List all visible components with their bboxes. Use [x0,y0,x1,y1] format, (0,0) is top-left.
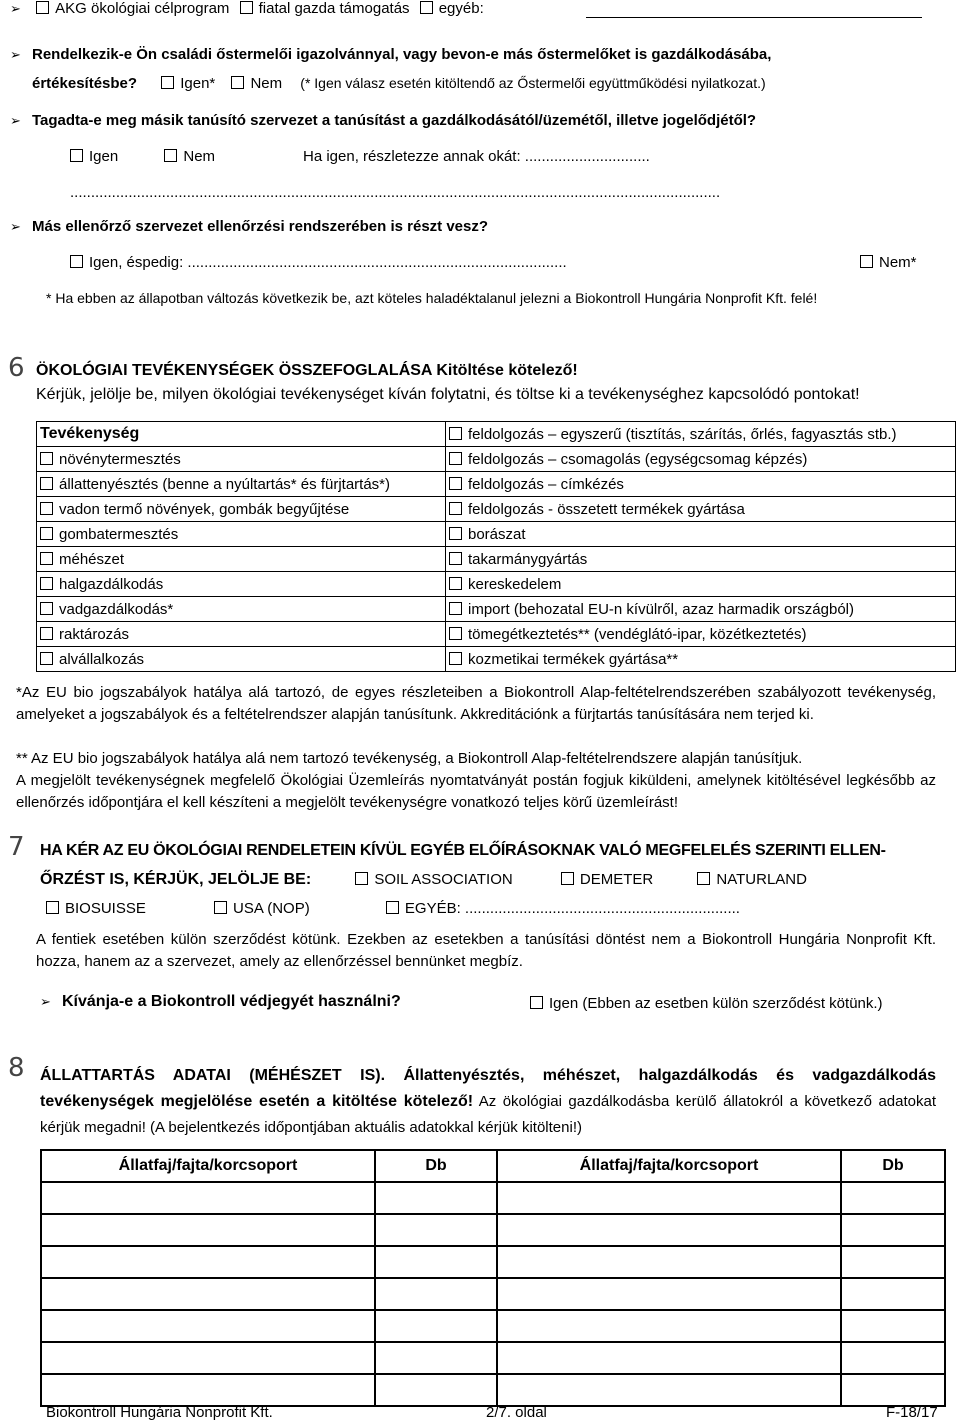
animal-cell[interactable] [841,1342,945,1374]
contract-note: A fentiek esetében külön szerződést kötünk. Ezekben az esetekben a tanúsítási döntést nem a Biokontroll Hungária Nonprofit Kft. hozza, hanem az a szervezet, amely az ellenőrzéssel bennünket megbíz. [36,931,936,970]
mas-igen-row [70,254,670,271]
animal-cell[interactable] [375,1342,497,1374]
animal-cell[interactable] [41,1214,375,1246]
q-ostermelo-line2 [32,75,766,92]
animal-cell[interactable] [375,1374,497,1406]
activity-right-0[interactable]: feldolgozás – egyszerű (tisztítás, szárítás, őrlés, fagyasztás stb.) [446,422,956,447]
section-7-options-row2 [46,900,740,917]
activity-left-5[interactable]: halgazdálkodás [37,572,446,597]
igen-espedig-field[interactable]: Igen, éspedig: ........................................................................................... [89,254,567,271]
activity-header: Tevékenység [37,422,446,447]
tagadta-answers [70,148,215,165]
egyeb-fill-line[interactable] [586,17,922,18]
nem-label: Nem [250,75,283,92]
section-7-title-line2: ŐRZÉST IS, KÉRJÜK, JELÖLJE BE: [40,871,312,888]
activity-right-7[interactable]: import (behozatal EU-n kívülről, azaz harmadik országból) [446,597,956,622]
animal-cell[interactable] [497,1182,841,1214]
animal-cell[interactable] [497,1310,841,1342]
activity-right-8[interactable]: tömegétkeztetés** (vendéglátó-ipar, közétkeztetés) [446,622,956,647]
animal-cell[interactable] [497,1246,841,1278]
section-6-number: 6 [8,353,25,383]
arrow-bullet-icon: ➢ [10,219,21,234]
demeter-label: DEMETER [579,871,654,888]
ostermelo-note: (* Igen válasz esetén kitöltendő az Őstermelői együttműködési nyilatkozat.) [300,75,766,91]
animal-cell[interactable] [41,1342,375,1374]
animal-col-species-1: Állatfaj/fajta/korcsoport [41,1150,375,1182]
footer-company: Biokontroll Hungária Nonprofit Kft. [46,1404,273,1421]
activity-right-3[interactable]: feldolgozás - összetett termékek gyártása [446,497,956,522]
section-8-title: ÁLLATTARTÁS ADATAI (MÉHÉSZET IS). Állattenyésztés, méhészet, halgazdálkodás és vadgazdálkodás tevékenységek megjelölése esetén a kitöltése kötelező! Az ökológiai gazdálkodásba kerülő állatokról a következő adatokat kérjük megadni! (A bejelentkezés időpontjában aktuális adatokkal kérjük kitölteni!) [40,1067,936,1136]
checkbox-fiatal[interactable] [240,1,253,14]
table-row [41,1374,945,1406]
checkbox-tagadta-igen[interactable] [70,149,83,162]
egyeb-label: egyéb: [438,0,484,17]
checkbox-akg[interactable] [36,1,49,14]
animal-cell[interactable] [841,1214,945,1246]
checkbox-ostermelo-igen[interactable] [161,76,174,89]
section-6-title: ÖKOLÓGIAI TEVÉKENYSÉGEK ÖSSZEFOGLALÁSA Kitöltése kötelező! [36,362,578,379]
naturland-label: NATURLAND [716,871,807,888]
checkbox-egyeb-standard[interactable] [386,901,399,914]
vedjegy-igen-label: Igen (Ebben az esetben külön szerződést kötünk.) [549,995,883,1012]
activity-left-7[interactable]: raktározás [37,622,446,647]
checkbox-mas-igen[interactable] [70,255,83,268]
activity-right-6[interactable]: kereskedelem [446,572,956,597]
animal-col-db-2: Db [841,1150,945,1182]
mas-nem-row [860,254,917,271]
checkbox-usa[interactable] [214,901,227,914]
akg-label: AKG ökológiai célprogram [55,0,230,17]
soil-label: SOIL ASSOCIATION [374,871,513,888]
biosuisse-label: BIOSUISSE [65,900,146,917]
top-options-row [10,0,484,17]
table-row [41,1182,945,1214]
fiatal-label: fiatal gazda támogatás [258,0,410,17]
activity-left-4[interactable]: méhészet [37,547,446,572]
animal-cell[interactable] [375,1182,497,1214]
animal-cell[interactable] [841,1278,945,1310]
animal-cell[interactable] [375,1278,497,1310]
section-7-number: 7 [8,832,25,862]
animal-table [40,1149,946,1407]
footer-form-code: F-18/17 [886,1404,938,1421]
animal-cell[interactable] [375,1214,497,1246]
activity-right-4[interactable]: borászat [446,522,956,547]
section-6-intro: Kérjük, jelölje be, milyen ökológiai tevékenységet kíván folytatni, és töltse ki a tevékenységhez kapcsolódó pontokat! [36,386,860,403]
activity-note-3: A megjelölt tevékenységnek megfelelő Ökológiai Üzemleírás nyomtatványát postán fogjuk kiküldeni, amelynek kitöltésével legkésőbb az ellenőrzés időpontjára el kell készíteni a megjelölt tevékenységre vonatkozó teljes körű üzemleírást! [16,772,936,811]
activity-note-2: ** Az EU bio jogszabályok hatálya alá nem tartozó tevékenység, a Biokontroll Alap-feltételrendszere alapján tanúsítjuk. [16,750,803,767]
activity-left-1[interactable]: állattenyésztés (benne a nyúltartás* és fürjtartás*) [37,472,446,497]
activity-right-2[interactable]: feldolgozás – címkézés [446,472,956,497]
arrow-bullet-icon: ➢ [40,994,51,1009]
checkbox-egyeb[interactable] [420,1,433,14]
arrow-bullet-icon: ➢ [10,47,21,62]
checkbox-mas-nem[interactable] [860,255,873,268]
table-row [41,1310,945,1342]
activity-left-0[interactable]: növénytermesztés [37,447,446,472]
footer-page-number: 2/7. oldal [486,1404,547,1421]
igen-star-label: Igen* [180,75,216,92]
animal-cell[interactable] [41,1278,375,1310]
animal-cell[interactable] [41,1182,375,1214]
animal-cell[interactable] [841,1246,945,1278]
animal-cell[interactable] [841,1310,945,1342]
q-ostermelo-line1: ➢ Rendelkezik-e Ön családi őstermelői igazolvánnyal, vagy bevon-e más őstermelőket is gazdálkodásába, [10,46,772,63]
egyeb-standard-field[interactable]: EGYÉB: .................................................................. [404,900,740,917]
animal-col-species-2: Állatfaj/fajta/korcsoport [497,1150,841,1182]
checkbox-tagadta-nem[interactable] [164,149,177,162]
activity-left-6[interactable]: vadgazdálkodás* [37,597,446,622]
animal-cell[interactable] [841,1374,945,1406]
activity-left-8[interactable]: alvállalkozás [37,647,446,672]
q-vedjegy: ➢ Kívánja-e a Biokontroll védjegyét használni? [40,993,401,1010]
checkbox-soil[interactable] [355,872,368,885]
nem-star-label: Nem* [879,254,917,271]
animal-cell[interactable] [497,1214,841,1246]
change-note: * Ha ebben az állapotban változás következik be, azt köteles haladéktalanul jelezni a Biokontroll Hungária Nonprofit Kft. felé! [46,290,818,306]
checkbox-naturland[interactable] [697,872,710,885]
activity-right-5[interactable]: takarmánygyártás [446,547,956,572]
section-8-number: 8 [8,1053,25,1083]
nem-label: Nem [183,148,216,165]
section-7-options-row1 [40,871,807,889]
checkbox-biosuisse[interactable] [46,901,59,914]
animal-cell[interactable] [41,1374,375,1406]
checkbox-ostermelo-nem[interactable] [231,76,244,89]
animal-col-db-1: Db [375,1150,497,1182]
dots-fill-line[interactable]: ............................................................................................................................................................ [70,184,721,201]
animal-cell[interactable] [497,1342,841,1374]
table-row [41,1342,945,1374]
q-tagadta: ➢ Tagadta-e meg másik tanúsító szervezet a tanúsítást a gazdálkodásától/üzemétől, illetve jogelődjétől? [10,112,757,129]
activity-table [36,421,956,672]
animal-cell[interactable] [41,1246,375,1278]
usa-label: USA (NOP) [233,900,310,917]
igen-label: Igen [89,148,119,165]
vedjegy-answer [530,995,883,1012]
q-mas-ellenorzo: ➢ Más ellenőrző szervezet ellenőrzési rendszerében is részt vesz? [10,218,489,235]
animal-cell[interactable] [497,1374,841,1406]
activity-right-1[interactable]: feldolgozás – csomagolás (egységcsomag képzés) [446,447,956,472]
arrow-bullet-icon: ➢ [10,1,21,16]
activity-note-1: *Az EU bio jogszabályok hatálya alá tartozó, de egyes részleteiben a Biokontroll Alap-feltételrendszerében szabályozott tevékenység, amelyeket a jogszabályok és a feltételrendszer alapján tanúsítunk. Akkreditációnk a fürjtartás tanúsítására nem terjed ki. [16,684,936,723]
animal-cell[interactable] [497,1278,841,1310]
animal-cell[interactable] [41,1310,375,1342]
table-row [41,1278,945,1310]
arrow-bullet-icon: ➢ [10,113,21,128]
q-ostermelo-end: értékesítésbe? [32,75,138,92]
animal-cell[interactable] [375,1310,497,1342]
table-row [41,1214,945,1246]
table-row [41,1246,945,1278]
reszletezze-field[interactable]: Ha igen, részletezze annak okát: .............................. [303,148,650,165]
checkbox-vedjegy-igen[interactable] [530,996,543,1009]
animal-cell[interactable] [375,1246,497,1278]
section-7-title-line1: HA KÉR AZ EU ÖKOLÓGIAI RENDELETEIN KÍVÜL EGYÉB ELŐÍRÁSOKNAK VALÓ MEGFELELÉS SZERINTI ELLEN- [40,842,886,859]
animal-cell[interactable] [841,1182,945,1214]
checkbox-demeter[interactable] [561,872,574,885]
activity-left-2[interactable]: vadon termő növények, gombák begyűjtése [37,497,446,522]
activity-right-9[interactable]: kozmetikai termékek gyártása** [446,647,956,672]
activity-left-3[interactable]: gombatermesztés [37,522,446,547]
